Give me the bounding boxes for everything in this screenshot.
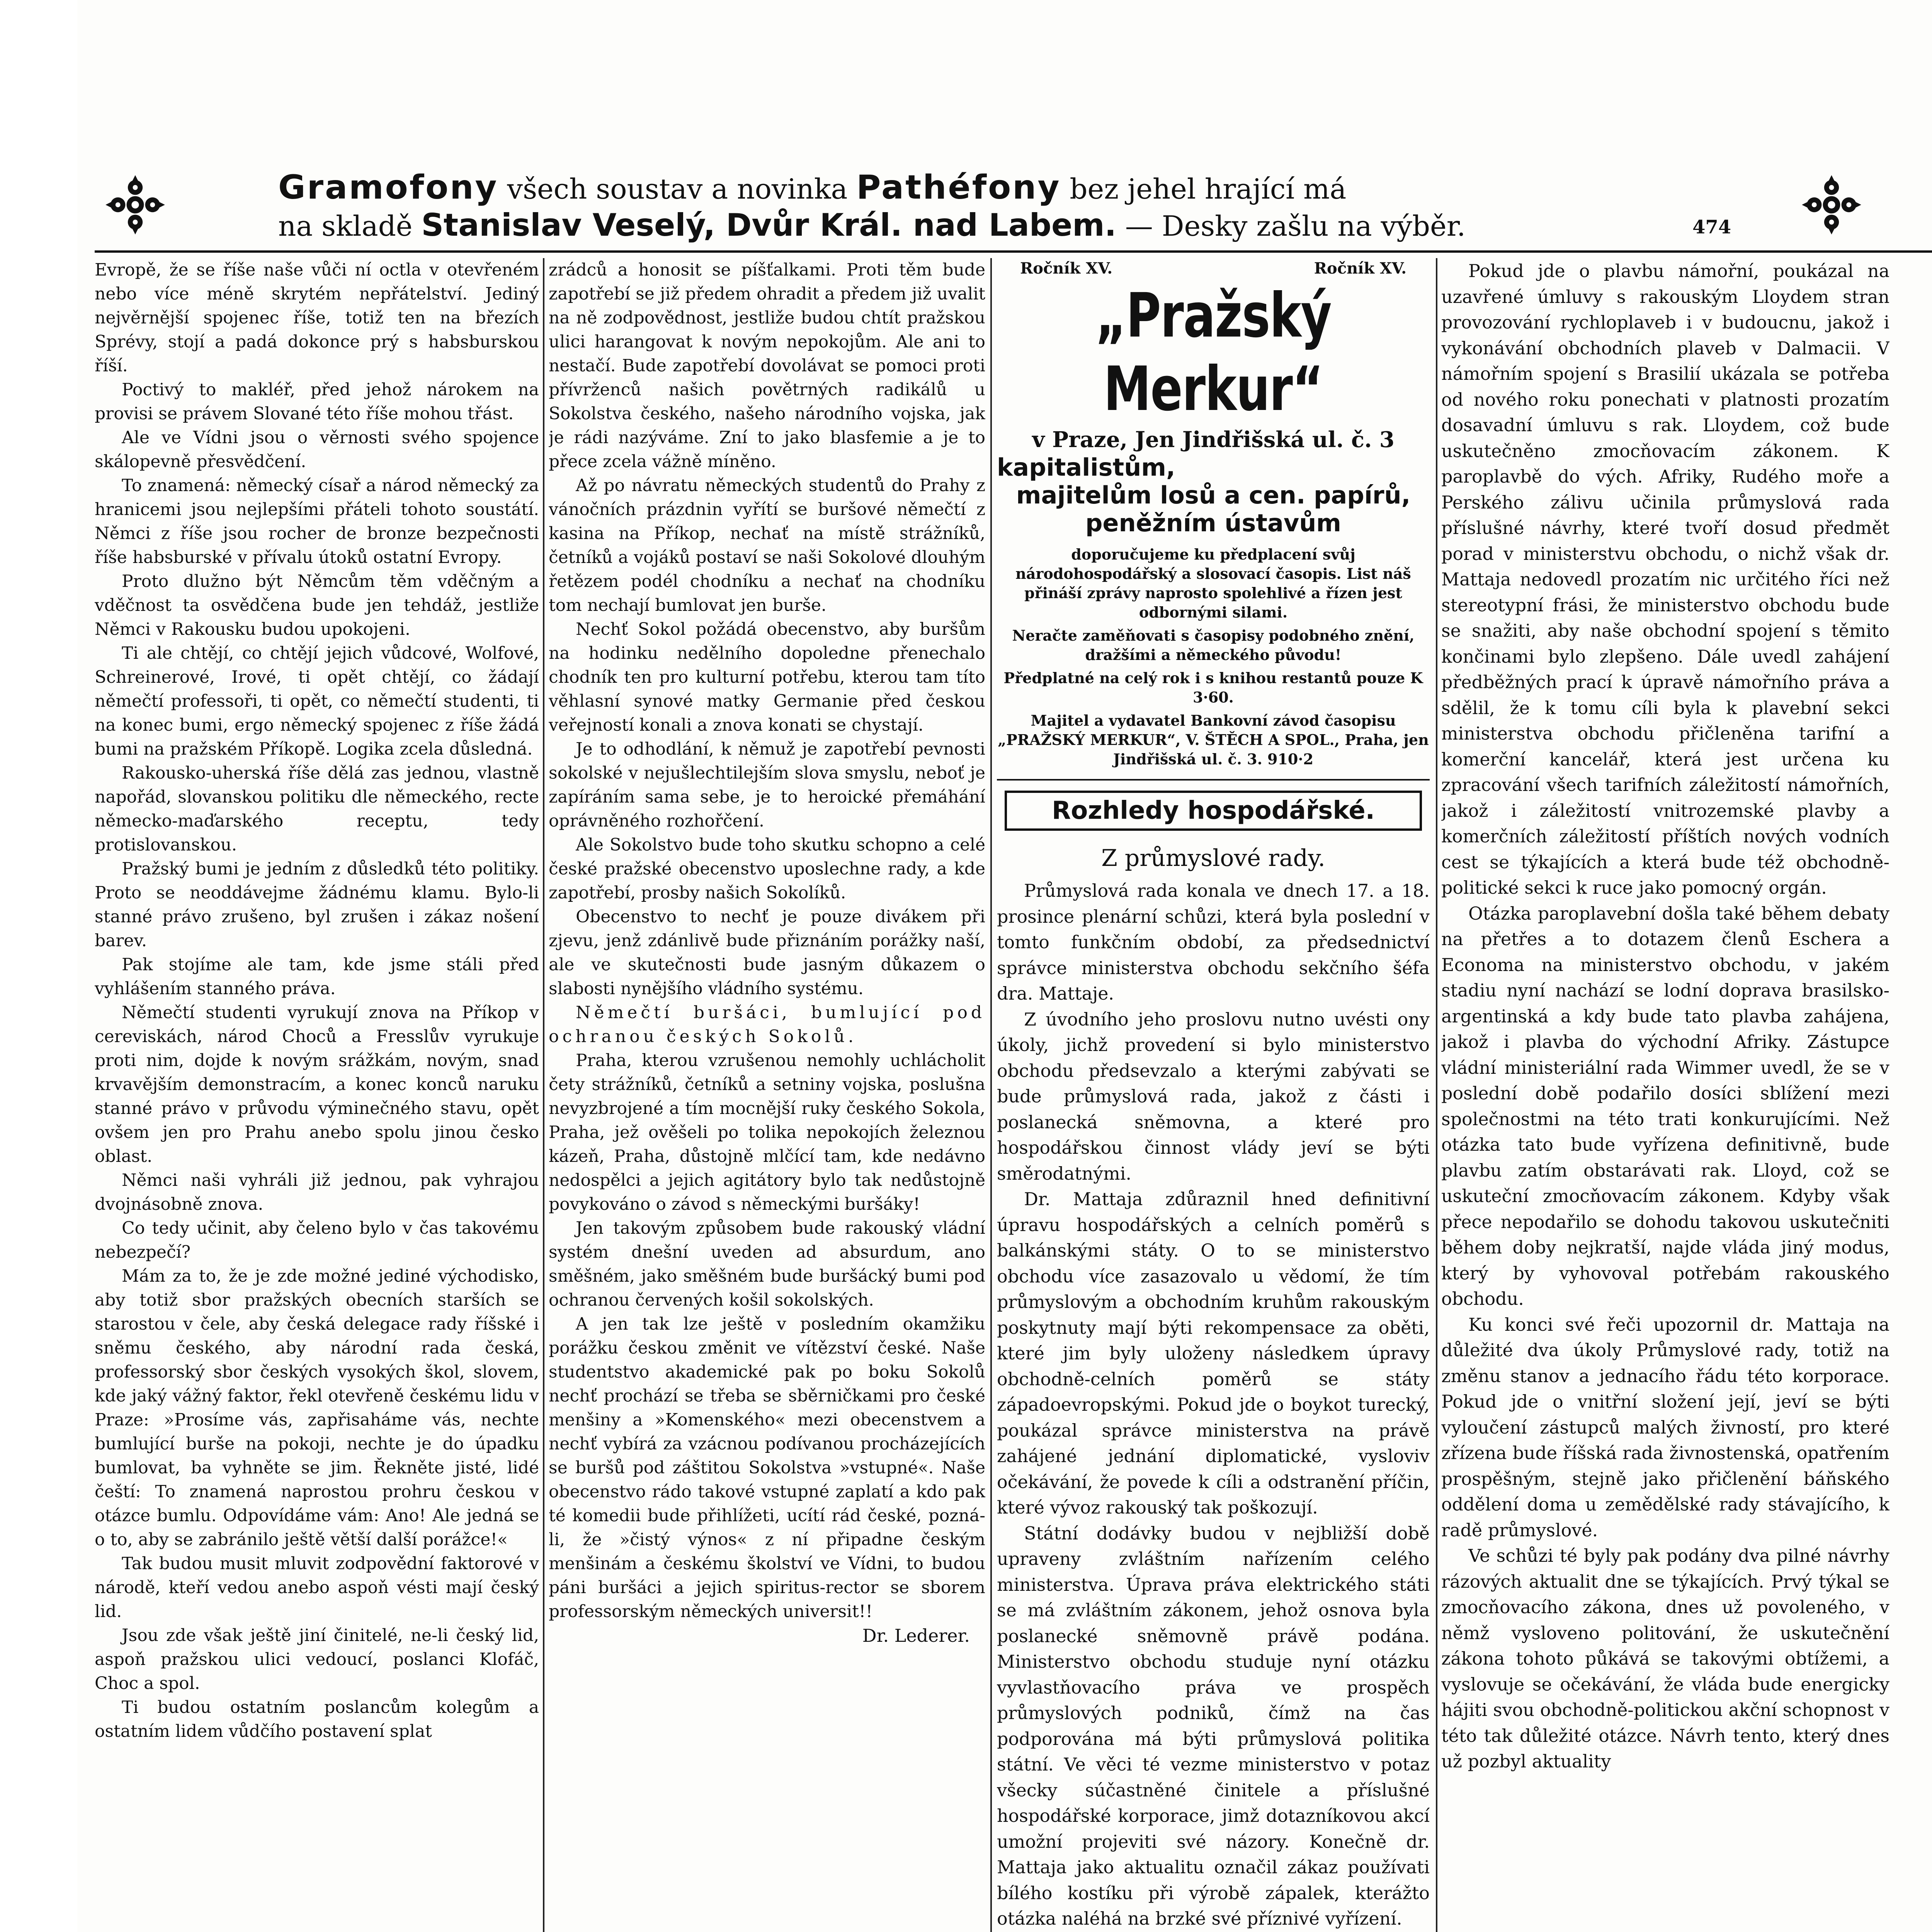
- ad-address: v Praze, Jen Jindřišská ul. č. 3: [1032, 427, 1395, 452]
- ad-bottom: Majitel a vydavatel Bankovní závod časopisu „PRAŽSKÝ MERKUR“, V. ŠTĚCH A SPOL., Praha, jen Jindřišská ul. č. 3. 910·2: [998, 712, 1429, 768]
- column-divider: [990, 258, 992, 1932]
- column-divider: [543, 258, 544, 1932]
- paragraph: Ku konci své řeči upozornil dr. Mattaja na důležité dva úkoly Průmyslové rady, totiž na změnu stanov a jednacího řádu této korporace. Pokud jde o vnitřní složení její, jeví se býti vyloučení zástupců malých živností, pro které zřízena bude říšská rada živnostenská, opatřením prospěšným, stejně jako přičlenění báňského oddělení doma u zemědělské rady stávajícího, k radě průmyslové.: [1441, 1314, 1889, 1541]
- header-line1-end: bez jehel hrající má: [1061, 173, 1347, 205]
- advert-header: [97, 162, 1932, 251]
- paragraph: Jsou zde však ještě jiní činitelé, ne-li český lid, aspoň pražskou ulici vedoucí, poslanci Klofáč, Choc a spol.: [95, 1626, 539, 1693]
- header-rule: [95, 250, 1932, 253]
- paragraph: Dr. Mattaja zdůraznil hned definitivní úpravu hospodářských a celních poměrů s balkánskými státy. O to se ministerstvo obchodu více zasazovalo u vědomí, že tím průmyslovým a obchodním kruhům rakouským poskytnuty mají býti rekompensace za oběti, které jim byly uloženy následkem úpravy obchodně-celních poměrů se státy západoevropskými. Pokud jde o boykot turecký, poukázal správce ministerstva na právě zahájené jednání diplomatické, vysloviv očekávání, že povede k cíli a odstranění příčin, které vývoz rakouský tak poškozují.: [997, 1189, 1430, 1518]
- paragraph: A jen tak lze ještě v posledním okamžiku porážku českou změnit ve vítězství české. Naše studentstvo akademické pak po boku Sokolů nechť prochází se třeba se sběrničkami pro české menšiny a »Komenského« mezi obecenstvem a nechť vybírá za vzácnou podívanou procházejících se buršů pod záštitou Sokolstva »vstupné«. Naše obecenstvo rádo takové vstupné zaplatí a kdo pak té komedii bude přihlížeti, ucítí rád české, pozná-li, že »čistý výnos« z ní připadne českým menšinám a českému školství ve Vídni, to budou páni buršáci a jejich spiritus-rector se sborem professorským německých universit!!: [549, 1314, 985, 1621]
- brand-pathefony: Pathéfony: [856, 168, 1061, 207]
- paragraph: Nechť Sokol požádá obecenstvo, aby buršům na hodinku nedělního dopoledne přenechalo chodník ten pro kulturní potřebu, kterou tam títo věhlasní synové matky Germanie před českou veřejností konali a znova konati se chystají.: [549, 619, 985, 735]
- ad-slogan: kapitalistům,: [997, 453, 1175, 481]
- paragraph: Ti budou ostatním poslancům kolegům a ostatním lidem vůdčího postavení splat: [95, 1697, 539, 1741]
- article-signature: Dr. Lederer.: [862, 1625, 970, 1646]
- paragraph: Evropě, že se říše naše vůči ní octla v otevřeném nebo více méně skrytém nepřátelství. Jediný nejvěrnější spojenec říše, totiž ten na březích Sprévy, stojí a padá dokonce prý s habsburskou říší.: [95, 260, 539, 376]
- ad-issue-left: Ročník XV.: [1020, 259, 1113, 277]
- article-column-1: [95, 258, 539, 1932]
- ad-issue-line: [997, 258, 1430, 279]
- article-column-2: [549, 258, 985, 1932]
- paragraph: Otázka paroplavební došla také během debaty na přetřes a to dotazem členů Eschera a Economa na ministerstvo obchodu, v jakém stadiu nyní nachází se lodní doprava brasilsko-argentinská a kdy bude tato plavba zahájena, jakož i plavba do východní Afriky. Zástupce vládní ministeriální rada Wimmer uvedl, že se v poslední době podařilo dosíci sblížení mezi společnostmi na této trati konkurujícími. Než otázka tato bude vyřízena definitivně, bude plavbu zatím obstarávati rak. Lloyd, což se uskuteční zmocňovacím zákonem. Kdyby však přece nepodařilo se dohodu takovou uskutečniti během doby nejkratší, najde vláda jiný modus, který by vyhovoval potřebám rakouského obchodu.: [1441, 903, 1889, 1309]
- ad-body: Neračte zaměňovati s časopisy podobného znění, dražšími a německého původu!: [1012, 627, 1415, 663]
- paragraph: Pokud jde o plavbu námořní, poukázal na uzavřené úmluvy s rakouským Lloydem stran provozování rychloplaveb i v budoucnu, jakož i vykonávání obchodních plaveb v Dalmacii. V námořním spojení s Brasilií ukázala se potřeba od nového roku ponechati v platnosti prozatím dosavadní úmluvu s rak. Lloydem, což bude uskutečněno zmocňovacím zákonem. K paroplavbě do vých. Afriky, Rudého moře a Perského zálivu učinila průmyslová rada příslušné návrhy, které tvoří dosud předmět porad v ministerstvu obchodu, o nichž však dr. Mattaja nedovedl prozatím nic určitého říci než stereotypní frási, že ministerstvo obchodu bude se snažiti, aby naše obchodní spojení s těmito končinami bylo zlepšeno. Dále uvedl zahájení předběžných prací k úpravě námořního práva a sdělil, že k tomu cíli byla k plavební sekci ministerstva obchodu přičleněna tarifní a komerční kancelář, která jest určena ku zpracování všech tarifních záležitostí námořních, jakož i záležitostí vnitrozemské plavby a komerčních záležitostí příštích nových vodních cest se týkajících a která bude též obchodně-politické sekci k ruce jako pomocný orgán.: [1441, 260, 1889, 898]
- paragraph: Obecenstvo to nechť je pouze divákem při zjevu, jenž zdánlivě bude přiznáním porážky naší, ale ve skutečnosti bude jasným důkazem o slabosti nynějšího vládního systému.: [549, 907, 985, 998]
- paragraph: Němečtí studenti vyrukují znova na Příkop v cereviskách, národ Choců a Fresslův vyrukuje proti nim, dojde k novým srážkám, novým, snad krvavějším demonstracím, a konec konců naruku stanné právo v průvodu výminečného stavu, opět ovšem jen pro Prahu anebo spolu jinou česko oblast.: [95, 1003, 539, 1166]
- paragraph: Mám za to, že je zde možné jediné východisko, aby totiž sbor pražských obecních starších se starostou v čele, aby česká delegace rady říšské i sněmu českého, aby národní rada česká, professorský sbor českých vysokých škol, slovem, kde jaký vážný faktor, řekl otevřeně českému lidu v Praze: »Prosíme vás, zapřisaháme vás, nechte bumlující burše na pokoji, nechte je do úpadku bumlovat, ba vyhněte se jim. Řekněte jisté, lidé čeští: To znamená naprostou prohru českou v otázce bumlu. Odpovídáme vám: Ano! Ale jedná se o to, aby se zabránilo ještě větší další porážce!«: [95, 1266, 539, 1549]
- paragraph: Pak stojíme ale tam, kde jsme stáli před vyhlášením stanného práva.: [95, 955, 539, 998]
- paragraph: Tak budou musit mluvit zodpovědní faktorové v národě, kteří vedou anebo aspoň vésti mají český lid.: [95, 1554, 539, 1621]
- header-line-1: [278, 170, 1785, 206]
- paragraph: zrádců a honosit se píšťalkami. Proti těm bude zapotřebí se již předem ohradit a předem již uvalit na ně zodpovědnost, jestliže budou chtít pražskou ulici harangovat k novým nepokojům. Ale ani to nestačí. Bude zapotřebí dovolávat se pomoci proti přívrženců našich povětrných radikálů u Sokolstva českého, našeho národního vojska, jak je rádi nazýváme. Zní to jako blasfemie a je to přece zcela vážně míněno.: [549, 260, 985, 471]
- paragraph: Státní dodávky budou v nejbližší době upraveny zvláštním nařízením celého ministerstva. Úprava práva elektrického státi se má zvláštním zákonem, jehož osnova byla poslanecké sněmovně právě podána. Ministerstvo obchodu studuje nyní otázku vyvlastňovacího práva ve prospěch průmyslových podniků, čímž na čas podporována má býti průmyslová politika státní. Ve věci té vezme ministerstvo v potaz všecky súčastněné činitele a příslušné hospodářské korporace, jimž dotazníkovou akcí umožní projeviti své názory. Konečně dr. Mattaja jako aktualitu označil zákaz používati bílého kostíku při výrobě zápalek, kterážto otázka naléhá na brzké své příznivé vyřízení.: [997, 1522, 1430, 1929]
- paragraph: Z úvodního jeho proslovu nutno uvésti ony úkoly, jichž provedení si bylo ministerstvo obchodu předsevzalo a kterými zabývati se bude průmyslová rada, jakož z části i poslanecká sněmovna, a které pro hospodářskou činnost vlády jeví se býti směrodatnými.: [997, 1009, 1430, 1184]
- section-title: Rozhledy hospodářské.: [1005, 791, 1422, 831]
- paragraph: To znamená: německý císař a národ německý za hranicemi jsou nejlepšími přáteli tohoto soustátí. Němci z říše jsou rocher de bronze bezpečnosti říše habsburské v přívalu útoků ostatní Evropy.: [95, 476, 539, 567]
- paragraph: Jen takovým způsobem bude rakouský vládní systém dnešní uveden ad absurdum, ano směšném, jako směšném bude buršácký bumi pod ochranou červených košil sokolských.: [549, 1218, 985, 1310]
- brand-gramofony: Gramofony: [278, 168, 498, 207]
- header-line1-mid: všech soustav a novinka: [498, 173, 857, 205]
- ad-issue-right: Ročník XV.: [1314, 259, 1406, 277]
- article-subtitle: Z průmyslové rady.: [1101, 845, 1325, 872]
- paragraph: Je to odhodlání, k němuž je zapotřebí pevnosti sokolské v nejušlechtilejším slova smyslu, neboť je zapíráním sama sebe, je to heroické přemáhání oprávněného rozhořčení.: [549, 739, 985, 831]
- paragraph: Ale Sokolstvo bude toho skutku schopno a celé české pražské obecenstvo uposlechne rady, a kde zapotřebí, prosby našich Sokolíků.: [549, 835, 985, 903]
- page-number: 474: [1692, 216, 1731, 238]
- header-line2-end: — Desky zašlu na výběr.: [1116, 210, 1466, 242]
- paragraph: Poctivý to makléř, před jehož nárokem na provisi se právem Slované této říše mohou třást.: [95, 380, 539, 423]
- header-line2-start: na skladě: [278, 210, 422, 242]
- paragraph: Němci naši vyhráli již jednou, pak vyhrajou dvojnásobně znova.: [95, 1170, 539, 1214]
- ad-rule: [997, 779, 1430, 781]
- ornament-right-icon: [1801, 174, 1862, 236]
- paragraph: Ti ale chtějí, co chtějí jejich vůdcové, Wolfové, Schreinerové, Irové, ti opět chtějí, co žádají němečtí professoři, ti opět, co němečtí studenti, ti na konec bumi, ergo německý spojenec z říše žádá bumi na pražském Příkopě. Logika zcela důsledná.: [95, 643, 539, 759]
- paragraph: Rakousko-uherská říše dělá zas jednou, vlastně napořád, slovanskou politiku dle německého, recte německo-maďarského receptu, tedy protislovanskou.: [95, 763, 539, 855]
- paragraph: Praha, kterou vzrušenou nemohly uchlácholit čety strážníků, četníků a setniny vojska, poslušna nevyzbrojené a tím mocnější ruky českého Sokola, Praha, jež ověšeli po tolika nepokojích železnou kázeň, Praha, důstojně mlčící tam, kde nedávno nedospělci a jejich agitátory bylo tak nedůstojně povykováno o závod s německými buršáky!: [549, 1051, 985, 1214]
- article-column-3: [997, 258, 1430, 1932]
- paragraph: Ale ve Vídni jsou o věrnosti svého spojence skálopevně přesvědčení.: [95, 428, 539, 471]
- ad-body: Předplatné na celý rok i s knihou restantů pouze K 3·60.: [1003, 669, 1423, 706]
- ad-slogan: majitelům losů a cen. papírů,: [1016, 481, 1411, 509]
- paragraph: Co tedy učinit, aby čeleno bylo v čas takovému nebezpečí?: [95, 1218, 539, 1262]
- article-column-4: [1441, 258, 1889, 1932]
- paragraph: Proto dlužno být Němcům těm vděčným a vděčnost ta osvědčena bude jen tehdáž, jestliže Němci v Rakousku budou upokojeni.: [95, 571, 539, 639]
- ad-body: doporučujeme ku předplacení svůj národohospodářský a slosovací časopis. List náš přináší zprávy naprosto spolehlivé a řízen jest odbornými silami.: [1015, 546, 1411, 621]
- header-line-2: [278, 208, 1785, 243]
- paragraph: Až po návratu německých studentů do Prahy z vánočních prázdnin vyřítí se buršové němečtí z kasina na Příkop, nechať na místě strážníků, četníků a vojáků postaví se naši Sokolové dlouhým řetězem podél chodníku a nechať na chodníku tom nechají bumlovat jen burše.: [549, 476, 985, 615]
- paragraph: Průmyslová rada konala ve dnech 17. a 18. prosince plenární schůzi, která byla poslední v tomto funkčním období, za předsednictví správce ministerstva obchodu sekčního šéfa dra. Mattaje.: [997, 880, 1430, 1004]
- firm-name: Stanislav Veselý, Dvůr Král. nad Labem.: [421, 207, 1117, 243]
- ad-title: „Pražský Merkur“: [1095, 280, 1332, 425]
- paragraph: Pražský bumi je jedním z důsledků této politiky. Proto se neoddávejme žádnému klamu. Bylo-li stanné právo zrušeno, byl zrušen i zákaz nošení barev.: [95, 859, 539, 951]
- paragraph: Ve schůzi té byly pak podány dva pilné návrhy rázových aktualit dne se týkajících. Prvý týkal se zmocňovacího zákona, dnes už povoleného, v němž vysloveno politování, že uskutečnění zákona tohoto půkává se takovými obtížemi, a vyslovuje se očekávání, že vláda bude energicky hájiti svou obchodně-politickou akční schopnost v této tak důležité otázce. Návrh tento, který dnes už pozbyl aktuality: [1441, 1545, 1889, 1772]
- column-divider: [1436, 258, 1437, 1932]
- left-margin: [0, 0, 77, 1932]
- paragraph: Němečtí buršáci, bumlující pod ochranou českých Sokolů.: [549, 1003, 985, 1046]
- ad-slogan: peněžním ústavům: [1085, 509, 1341, 537]
- ornament-left-icon: [104, 174, 166, 236]
